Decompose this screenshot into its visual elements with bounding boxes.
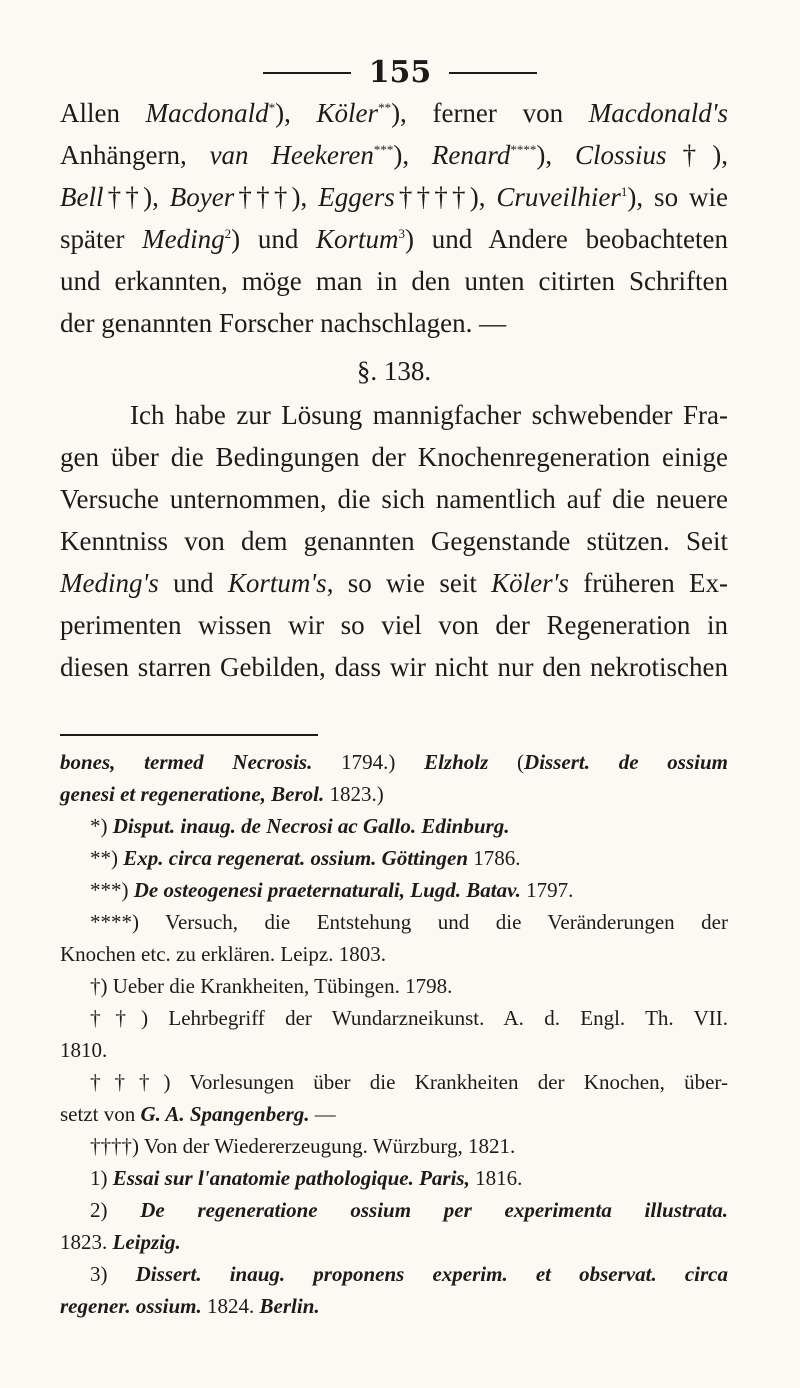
text-line: perimenten wissen wir so viel von der Regeneration in xyxy=(60,610,728,640)
text-line: Ich habe zur Lösung mannigfacher schwebender Fra- xyxy=(130,400,728,430)
footnote-line: regener. ossium. 1824. Berlin. xyxy=(60,1294,320,1318)
text-line: Meding's und Kortum's, so wie seit Köler's früheren Ex- xyxy=(60,568,728,598)
footnote: 3) Dissert. inaug. proponens experim. et observat. circa xyxy=(90,1262,728,1286)
footnote: †††) Vorlesungen über die Krankheiten der Knochen, über- xyxy=(90,1070,728,1094)
text-line: Kenntniss von dem genannten Gegenstande stützen. Seit xyxy=(60,526,728,556)
footnote-line: genesi et regeneratione, Berol. 1823.) xyxy=(60,782,384,806)
header-rule-right xyxy=(449,72,537,74)
footnote: 2) De regeneratione ossium per experimenta illustrata. xyxy=(90,1198,728,1222)
text-line: später Meding$^2$) und Kortum$^3$) und Andere beobachteten xyxy=(60,224,728,254)
section-heading: §. 138. xyxy=(356,356,432,386)
text-line: Anhängern, van Heekeren***), Renard****), Clossius†), xyxy=(60,140,728,170)
footnote-line: bones, termed Necrosis. 1794.) Elzholz (Dissert. de ossium xyxy=(60,750,728,774)
footnote: ††††) Von der Wiedererzeugung. Würzburg, 1821. xyxy=(90,1134,516,1158)
text-line: Bell††), Boyer†††), Eggers††††), Cruveilhier$^1$), so wie xyxy=(60,182,728,212)
text-line: Allen Macdonald*), Köler**), ferner von Macdonald's xyxy=(60,98,728,128)
footnote-line: Knochen etc. zu erklären. Leipz. 1803. xyxy=(60,942,386,966)
text-line: diesen starren Gebilden, dass wir nicht nur den nekrotischen xyxy=(60,652,728,682)
header-rule-left xyxy=(263,72,351,74)
main-text xyxy=(60,92,728,688)
text-line: der genannten Forscher nachschlagen. — xyxy=(60,308,507,338)
text-line: und erkannten, möge man in den unten citirten Schriften xyxy=(60,266,728,296)
text-line: Versuche unternommen, die sich namentlich auf die neuere xyxy=(60,484,728,514)
footnotes xyxy=(60,746,728,1322)
text-line: gen über die Bedingungen der Knochenregeneration einige xyxy=(60,442,728,472)
footnote: *) Disput. inaug. de Necrosi ac Gallo. Edinburg. xyxy=(90,814,510,838)
footnote-divider xyxy=(60,734,318,736)
footnote: ****) Versuch, die Entstehung und die Veränderungen der xyxy=(90,910,728,934)
footnote: **) Exp. circa regenerat. ossium. Göttingen 1786. xyxy=(90,846,521,870)
footnote-line: 1823. Leipzig. xyxy=(60,1230,181,1254)
page-number: 155 xyxy=(368,55,432,90)
footnote-line: 1810. xyxy=(60,1038,108,1062)
footnote-line: setzt von G. A. Spangenberg. — xyxy=(60,1102,336,1126)
footnote: †) Ueber die Krankheiten, Tübingen. 1798. xyxy=(90,974,453,998)
footnote: ††) Lehrbegriff der Wundarzneikunst. A. d. Engl. Th. VII. xyxy=(90,1006,729,1030)
footnote: 1) Essai sur l'anatomie pathologique. Paris, 1816. xyxy=(90,1166,523,1190)
footnote: ***) De osteogenesi praeternaturali, Lugd. Batav. 1797. xyxy=(90,878,574,902)
page-header xyxy=(0,55,800,90)
